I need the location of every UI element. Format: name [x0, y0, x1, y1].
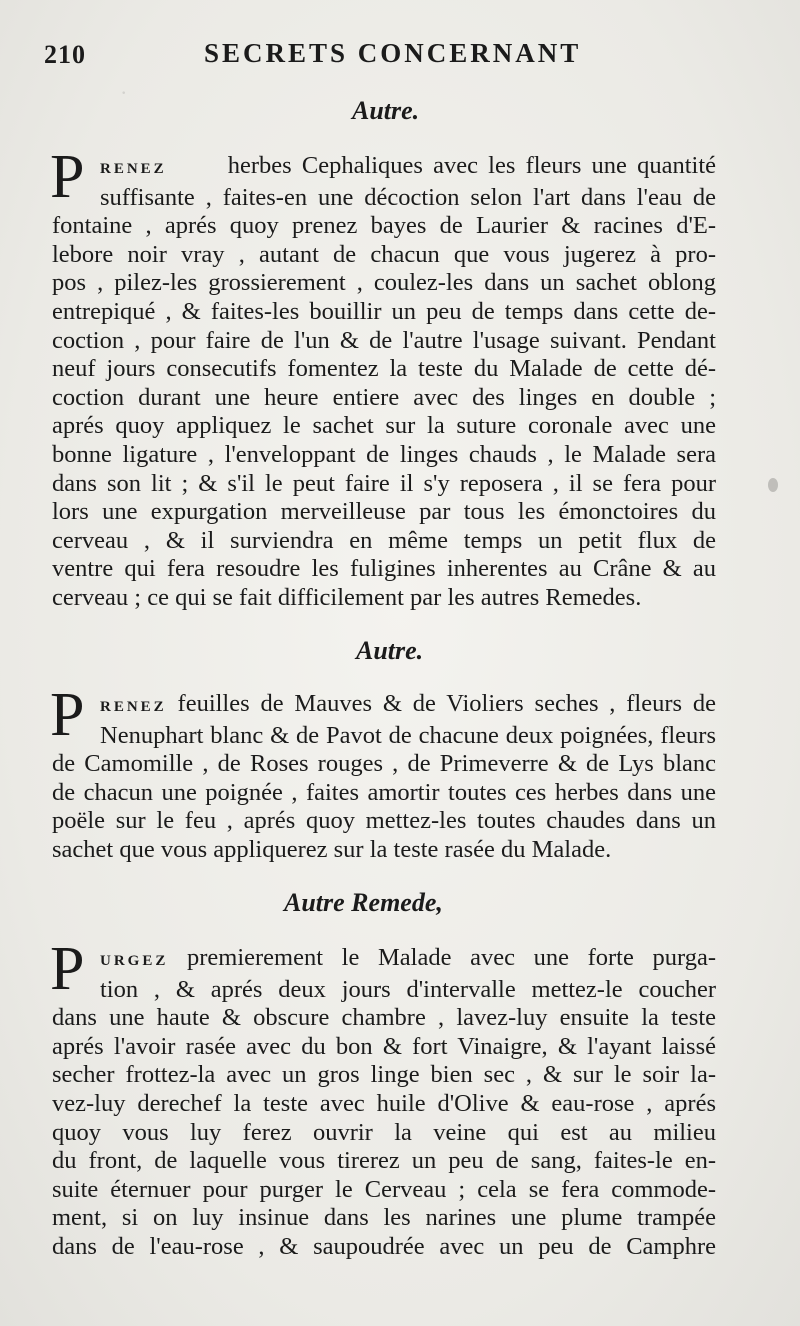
paragraph-line: vez-luy derechef la teste avec huile d'Olive & eau-rose , aprés — [52, 1089, 716, 1117]
paragraph-line: poële sur le feu , aprés quoy mettez-les toutes chaudes dans un — [52, 807, 716, 835]
paragraph-line: coction durant une heure entiere avec des linges en double ; — [52, 383, 716, 411]
paragraph-line: entrepiqué , & faites-les bouillir un peu de temps dans cette de- — [52, 297, 716, 325]
paragraph-line: RENEZ feuilles de Mauves & de Violiers seches , fleurs de — [100, 690, 717, 717]
page-number: 210 — [44, 40, 86, 69]
page-header — [44, 38, 624, 78]
opening-word-3: URGEZ — [100, 953, 169, 969]
paragraph-line: suite éternuer pour purger le Cerveau ; cela se fera commode- — [52, 1175, 716, 1203]
drop-cap-1: P — [50, 143, 85, 211]
running-head: SECRETS CONCERNANT — [204, 38, 582, 68]
paragraph-line: coction , pour faire de l'un & de l'autre l'usage suivant. Pendant — [52, 326, 716, 354]
paragraph-line: tion , & aprés deux jours d'intervalle mettez-le coucher — [100, 975, 716, 1003]
drop-cap-3: P — [50, 935, 85, 1003]
paragraph-2 — [50, 681, 717, 865]
paragraph-line: aprés l'avoir rasée avec du bon & fort Vinaigre, & l'ayant laissé — [52, 1032, 716, 1060]
paragraph-line: de Camomille , de Roses rouges , de Primeverre & de Lys blanc — [52, 750, 716, 778]
section-title-3: Autre Remede, — [284, 888, 443, 917]
opening-word-1: RENEZ — [100, 161, 167, 177]
paragraph-line: de chacun une poignée , faites amortir toutes ces herbes dans une — [52, 778, 716, 806]
section-title-1: Autre. — [352, 96, 420, 125]
page-blemish — [768, 478, 778, 492]
paragraph-line: cerveau , & il surviendra en même temps un petit flux de — [52, 526, 716, 554]
paragraph-line: Nenuphart blanc & de Pavot de chacune deux poignées, fleurs — [100, 721, 716, 749]
paragraph-line: fontaine , aprés quoy prenez bayes de Laurier & racines d'E- — [52, 212, 716, 240]
paragraph-line: ventre qui fera resoudre les fuligines inherentes au Crâne & au — [52, 555, 716, 583]
opening-word-2: RENEZ — [100, 699, 167, 715]
drop-cap-2: P — [50, 681, 85, 749]
paragraph-line: suffisante , faites-en une décoction selon l'art dans l'eau de — [100, 183, 716, 211]
show-through-top: · — [120, 80, 128, 105]
paragraph-line: cerveau ; ce qui se fait difficilement par les autres Remedes. — [52, 583, 642, 611]
paragraph-line: lebore noir vray , autant de chacun que vous jugerez à pro- — [52, 240, 716, 268]
paragraph-line: lors une expurgation merveilleuse par tous les émonctoires du — [52, 498, 716, 526]
paragraph-line: neuf jours consecutifs fomentez la teste du Malade de cette dé- — [52, 355, 716, 383]
paragraph-line: du front, de laquelle vous tirerez un peu de sang, faites-le en- — [52, 1147, 716, 1175]
paragraph-line: pos , pilez-les grossierement , coulez-les dans un sachet oblong — [52, 269, 716, 297]
paragraph-line: RENEZ herbes Cephaliques avec les fleurs une quantité — [100, 152, 717, 179]
paragraph-line: ment, si on luy insinue dans les narines une plume trampée — [52, 1204, 716, 1232]
paragraph-line: dans de l'eau-rose , & saupoudrée avec un peu de Camphre — [52, 1232, 716, 1260]
paragraph-line: bonne ligature , l'enveloppant de linges chauds , le Malade sera — [52, 440, 716, 468]
paragraph-line: dans une haute & obscure chambre , lavez-luy ensuite la teste — [52, 1004, 716, 1032]
paragraph-3 — [50, 935, 716, 1262]
paragraph-line: aprés quoy appliquez le sachet sur la suture coronale avec une — [52, 412, 716, 440]
paragraph-line: secher frottez-la avec un gros linge bien sec , & sur le soir la- — [52, 1061, 716, 1089]
section-title-2: Autre. — [356, 636, 424, 665]
paragraph-line: quoy vous luy ferez ouvrir la veine qui est au milieu — [52, 1118, 716, 1146]
paragraph-line: URGEZ premierement le Malade avec une forte purga- — [100, 944, 716, 971]
paragraph-line: sachet que vous appliquerez sur la teste rasée du Malade. — [52, 835, 612, 863]
paragraph-1 — [50, 143, 717, 613]
paragraph-line: dans son lit ; & s'il le peut faire il s'y reposera , il se fera pour — [52, 469, 716, 497]
